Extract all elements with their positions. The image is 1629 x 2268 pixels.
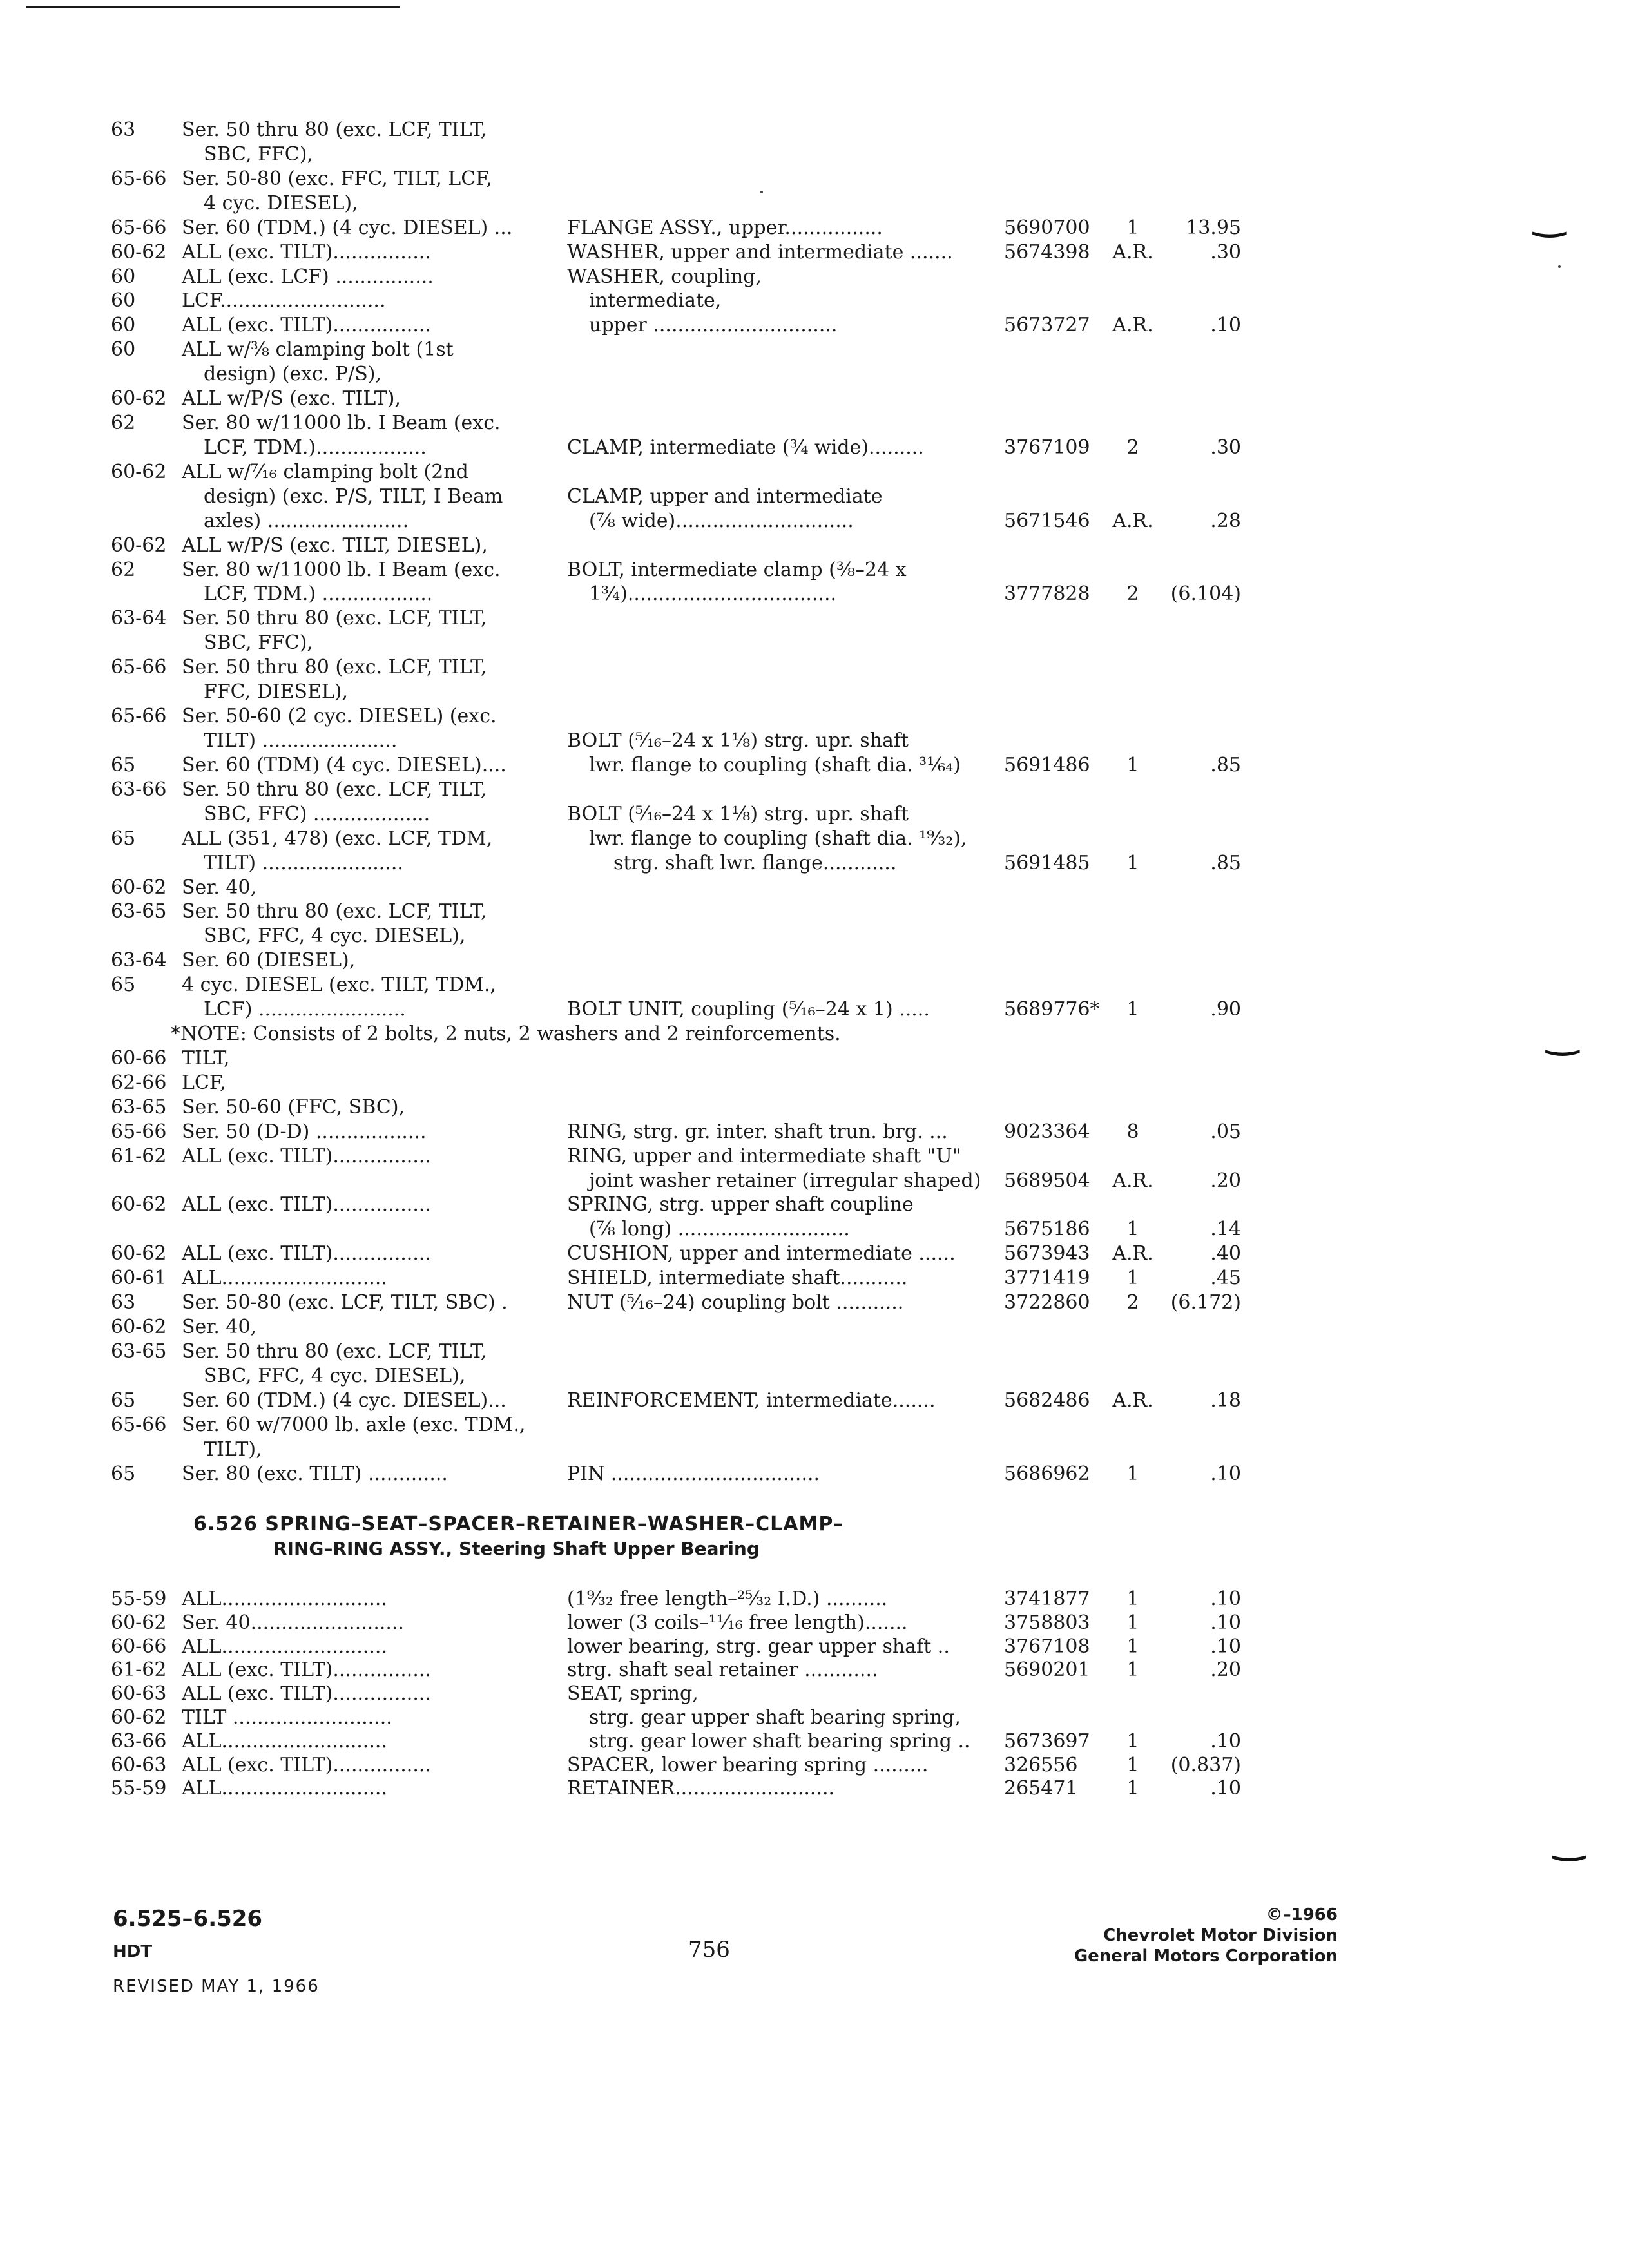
- table-row: [0, 899, 1629, 925]
- table-row: [0, 484, 1629, 510]
- year-cell: 60-62: [111, 387, 167, 410]
- price-cell: 13.95: [1186, 216, 1241, 239]
- application-cell: LCF, TDM.)..................: [204, 436, 427, 459]
- table-row: [0, 1586, 1629, 1612]
- footer-corporation: General Motors Corporation: [1074, 1946, 1338, 1966]
- application-cell: Ser. 50 thru 80 (exc. LCF, TILT,: [182, 778, 487, 801]
- table-row: [0, 1192, 1629, 1218]
- table-row: [0, 997, 1629, 1023]
- part-number-cell: 5690201: [1004, 1658, 1090, 1682]
- page-number: 756: [688, 1937, 730, 1963]
- table-row: [0, 508, 1629, 534]
- year-cell: 63-65: [111, 1340, 167, 1363]
- application-cell: ALL...........................: [182, 1635, 387, 1658]
- application-cell: ALL (exc. TILT)................: [182, 1658, 431, 1682]
- table-row: [0, 1290, 1629, 1316]
- table-row: [0, 850, 1629, 876]
- description-cell: (⅞ wide).............................: [589, 509, 854, 532]
- application-cell: Ser. 80 (exc. TILT) .............: [182, 1462, 448, 1485]
- price-cell: .20: [1210, 1658, 1241, 1682]
- part-number-cell: 5673727: [1004, 314, 1090, 337]
- footer-series: HDT: [113, 1942, 153, 1961]
- part-number-cell: 5674398: [1004, 240, 1090, 264]
- application-cell: SBC, FFC, 4 cyc. DIESEL),: [204, 1364, 466, 1387]
- price-cell: .14: [1210, 1218, 1241, 1241]
- table-row: [0, 337, 1629, 363]
- application-cell: ALL...........................: [182, 1729, 387, 1753]
- section-subheading: RING–RING ASSY., Steering Shaft Upper Bearing: [273, 1538, 760, 1559]
- application-cell: Ser. 60 (TDM.) (4 cyc. DIESEL) ...: [182, 216, 513, 239]
- year-cell: 62: [111, 558, 136, 581]
- quantity-cell: 1: [1126, 1658, 1139, 1682]
- description-cell: PIN ..................................: [567, 1462, 820, 1485]
- application-cell: Ser. 80 w/11000 lb. I Beam (exc.: [182, 412, 501, 435]
- application-cell: ALL w/P/S (exc. TILT, DIESEL),: [182, 533, 488, 557]
- application-cell: Ser. 40.........................: [182, 1611, 404, 1634]
- description-cell: SPRING, strg. upper shaft coupline: [567, 1193, 914, 1216]
- price-cell: .90: [1210, 998, 1241, 1021]
- application-cell: ALL...........................: [182, 1588, 387, 1610]
- year-cell: 65-66: [111, 167, 167, 190]
- table-row: [0, 948, 1629, 974]
- top-rule: [26, 6, 400, 8]
- year-cell: 60: [111, 265, 136, 288]
- table-row: [0, 777, 1629, 803]
- application-cell: TILT) ......................: [204, 729, 398, 752]
- year-cell: 65-66: [111, 705, 167, 728]
- part-number-cell: 5682486: [1004, 1389, 1090, 1412]
- application-cell: design) (exc. P/S, TILT, I Beam: [204, 485, 503, 508]
- year-cell: 63: [111, 119, 136, 141]
- application-cell: Ser. 50 thru 80 (exc. LCF, TILT,: [182, 119, 487, 141]
- table-row: [0, 1241, 1629, 1267]
- application-cell: design) (exc. P/S),: [204, 363, 382, 386]
- quantity-cell: 8: [1126, 1120, 1139, 1143]
- quantity-cell: 1: [1126, 1462, 1139, 1485]
- table-row: [0, 117, 1629, 143]
- table-row: [0, 1119, 1629, 1145]
- application-cell: TILT) .......................: [204, 851, 403, 874]
- year-cell: 60-62: [111, 876, 167, 899]
- description-cell: lower (3 coils–¹¹⁄₁₆ free length).......: [567, 1611, 908, 1634]
- description-cell: strg. shaft seal retainer ............: [567, 1658, 878, 1682]
- part-number-cell: 5691485: [1004, 851, 1090, 874]
- application-cell: ALL...........................: [182, 1267, 387, 1290]
- part-number-cell: 326556: [1004, 1753, 1078, 1776]
- description-cell: strg. shaft lwr. flange............: [613, 851, 897, 874]
- application-cell: Ser. 40,: [182, 876, 257, 899]
- price-cell: (6.104): [1170, 582, 1241, 606]
- price-cell: .10: [1210, 1777, 1241, 1800]
- price-cell: .45: [1210, 1267, 1241, 1290]
- application-cell: Ser. 50-80 (exc. FFC, TILT, LCF,: [182, 167, 492, 190]
- table-row: [0, 240, 1629, 265]
- table-row: [0, 972, 1629, 998]
- year-cell: 60-63: [111, 1682, 167, 1706]
- quantity-cell: 1: [1126, 998, 1139, 1021]
- quantity-cell: 1: [1126, 216, 1139, 239]
- application-cell: Ser. 50 thru 80 (exc. LCF, TILT,: [182, 607, 487, 630]
- part-number-cell: 3767108: [1004, 1635, 1090, 1658]
- table-row: [0, 1610, 1629, 1636]
- part-number-cell: 265471: [1004, 1777, 1078, 1800]
- description-cell: REINFORCEMENT, intermediate.......: [567, 1389, 936, 1412]
- description-cell: WASHER, coupling,: [567, 265, 762, 288]
- year-cell: 65-66: [111, 216, 167, 239]
- application-cell: ALL w/⁷⁄₁₆ clamping bolt (2nd: [182, 460, 468, 483]
- scan-mark: ‿: [1553, 1817, 1585, 1862]
- quantity-cell: 1: [1126, 1753, 1139, 1776]
- scan-mark: ‿: [1547, 1012, 1579, 1057]
- price-cell: .85: [1210, 753, 1241, 776]
- table-row: [0, 1265, 1629, 1291]
- description-cell: BOLT (⁵⁄₁₆–24 x 1⅛) strg. upr. shaft: [567, 802, 909, 825]
- application-cell: ALL...........................: [182, 1777, 387, 1800]
- description-cell: strg. gear lower shaft bearing spring ..: [589, 1729, 970, 1753]
- quantity-cell: A.R.: [1112, 240, 1153, 264]
- table-row: [0, 1046, 1629, 1072]
- year-cell: 63-65: [111, 1095, 167, 1119]
- table-row: [0, 679, 1629, 705]
- table-row: [0, 1437, 1629, 1463]
- part-number-cell: 5691486: [1004, 753, 1090, 776]
- year-cell: 55-59: [111, 1588, 167, 1610]
- table-row: [0, 410, 1629, 436]
- quantity-cell: 1: [1126, 1218, 1139, 1241]
- application-cell: LCF...........................: [182, 289, 386, 312]
- footer-revised: REVISED MAY 1, 1966: [113, 1977, 320, 1996]
- application-cell: ALL (351, 478) (exc. LCF, TDM,: [182, 827, 493, 850]
- part-number-cell: 5690700: [1004, 216, 1090, 239]
- year-cell: 60-61: [111, 1267, 167, 1290]
- year-cell: 61-62: [111, 1658, 167, 1682]
- year-cell: 65-66: [111, 1120, 167, 1143]
- table-row: [0, 753, 1629, 778]
- table-row: [0, 728, 1629, 754]
- application-cell: Ser. 60 (TDM) (4 cyc. DIESEL)....: [182, 753, 506, 776]
- description-cell: FLANGE ASSY., upper................: [567, 216, 883, 239]
- application-cell: SBC, FFC, 4 cyc. DIESEL),: [204, 925, 466, 948]
- year-cell: 60-62: [111, 533, 167, 557]
- year-cell: 63-64: [111, 949, 167, 972]
- year-cell: 61-62: [111, 1144, 167, 1168]
- description-cell: CLAMP, intermediate (¾ wide).........: [567, 436, 924, 459]
- table-row: [0, 1144, 1629, 1169]
- part-number-cell: 3771419: [1004, 1267, 1090, 1290]
- table-row: [0, 875, 1629, 901]
- price-cell: .30: [1210, 436, 1241, 459]
- table-row: [0, 1339, 1629, 1365]
- quantity-cell: 2: [1126, 1291, 1139, 1314]
- year-cell: 65-66: [111, 1413, 167, 1436]
- description-cell: 1¾)..................................: [589, 582, 837, 606]
- description-cell: BOLT UNIT, coupling (⁵⁄₁₆–24 x 1) .....: [567, 998, 930, 1021]
- note-text: *NOTE: Consists of 2 bolts, 2 nuts, 2 washers and 2 reinforcements.: [171, 1023, 841, 1046]
- description-cell: joint washer retainer (irregular shaped): [589, 1169, 981, 1192]
- table-row: [0, 533, 1629, 559]
- price-cell: .10: [1210, 314, 1241, 337]
- part-number-cell: 5675186: [1004, 1218, 1090, 1241]
- year-cell: 63-66: [111, 778, 167, 801]
- description-cell: WASHER, upper and intermediate .......: [567, 240, 953, 264]
- application-cell: ALL (exc. TILT)................: [182, 240, 431, 264]
- part-number-cell: 3758803: [1004, 1611, 1090, 1634]
- description-cell: strg. gear upper shaft bearing spring,: [589, 1706, 961, 1729]
- year-cell: 65: [111, 753, 136, 776]
- table-row: [0, 1729, 1629, 1754]
- application-cell: Ser. 40,: [182, 1316, 257, 1339]
- section-heading: 6.526 SPRING–SEAT–SPACER–RETAINER–WASHER–CLAMP–: [193, 1513, 844, 1535]
- year-cell: 55-59: [111, 1777, 167, 1800]
- table-row: [0, 1412, 1629, 1438]
- quantity-cell: 1: [1126, 851, 1139, 874]
- year-cell: 63-64: [111, 607, 167, 630]
- description-cell: NUT (⁵⁄₁₆–24) coupling bolt ...........: [567, 1291, 904, 1314]
- quantity-cell: A.R.: [1112, 1242, 1153, 1265]
- quantity-cell: A.R.: [1112, 1389, 1153, 1412]
- table-row: [0, 312, 1629, 338]
- year-cell: 60: [111, 314, 136, 337]
- application-cell: TILT ..........................: [182, 1706, 392, 1729]
- application-cell: Ser. 60 (DIESEL),: [182, 949, 356, 972]
- part-number-cell: 5671546: [1004, 509, 1090, 532]
- application-cell: ALL (exc. TILT)................: [182, 314, 431, 337]
- description-cell: RETAINER..........................: [567, 1777, 835, 1800]
- table-row: [0, 557, 1629, 583]
- table-row: [0, 802, 1629, 827]
- table-row: [0, 1705, 1629, 1731]
- part-number-cell: 5673697: [1004, 1729, 1090, 1753]
- table-row: [0, 704, 1629, 729]
- table-row: [0, 1388, 1629, 1414]
- quantity-cell: A.R.: [1112, 509, 1153, 532]
- table-row: [0, 435, 1629, 461]
- description-cell: SHIELD, intermediate shaft...........: [567, 1267, 908, 1290]
- price-cell: .10: [1210, 1611, 1241, 1634]
- application-cell: ALL (exc. TILT)................: [182, 1144, 431, 1168]
- year-cell: 60-62: [111, 1316, 167, 1339]
- price-cell: .30: [1210, 240, 1241, 264]
- application-cell: TILT),: [204, 1437, 262, 1461]
- description-cell: lwr. flange to coupling (shaft dia. ³¹⁄₆₄): [589, 753, 961, 776]
- quantity-cell: 1: [1126, 1777, 1139, 1800]
- part-number-cell: 5673943: [1004, 1242, 1090, 1265]
- year-cell: 60-66: [111, 1046, 167, 1070]
- application-cell: LCF) ........................: [204, 998, 406, 1021]
- quantity-cell: 1: [1126, 1729, 1139, 1753]
- table-row: [0, 288, 1629, 314]
- year-cell: 63: [111, 1291, 136, 1314]
- table-row: [0, 655, 1629, 680]
- year-cell: 60-62: [111, 240, 167, 264]
- note-row: [0, 1021, 1629, 1047]
- application-cell: Ser. 50 (D-D) ..................: [182, 1120, 427, 1143]
- table-row: [0, 826, 1629, 852]
- price-cell: .28: [1210, 509, 1241, 532]
- part-number-cell: 9023364: [1004, 1120, 1090, 1143]
- part-number-cell: 5686962: [1004, 1462, 1090, 1485]
- description-cell: RING, upper and intermediate shaft "U": [567, 1144, 961, 1168]
- application-cell: Ser. 50-60 (FFC, SBC),: [182, 1095, 405, 1119]
- part-number-cell: 3722860: [1004, 1291, 1090, 1314]
- application-cell: ALL (exc. TILT)................: [182, 1242, 431, 1265]
- application-cell: Ser. 50-80 (exc. LCF, TILT, SBC) .: [182, 1291, 508, 1314]
- application-cell: TILT,: [182, 1046, 230, 1070]
- price-cell: .05: [1210, 1120, 1241, 1143]
- application-cell: LCF, TDM.) ..................: [204, 582, 433, 606]
- table-row: [0, 459, 1629, 485]
- table-row: [0, 1095, 1629, 1120]
- price-cell: (6.172): [1170, 1291, 1241, 1314]
- description-cell: SPACER, lower bearing spring .........: [567, 1753, 929, 1776]
- application-cell: SBC, FFC) ...................: [204, 802, 430, 825]
- price-cell: (0.837): [1170, 1753, 1241, 1776]
- application-cell: Ser. 50 thru 80 (exc. LCF, TILT,: [182, 1340, 487, 1363]
- table-row: [0, 1168, 1629, 1194]
- price-cell: .10: [1210, 1588, 1241, 1610]
- application-cell: Ser. 80 w/11000 lb. I Beam (exc.: [182, 558, 501, 581]
- year-cell: 60-66: [111, 1635, 167, 1658]
- year-cell: 60: [111, 289, 136, 312]
- table-row: [0, 923, 1629, 949]
- application-cell: axles) .......................: [204, 509, 409, 532]
- description-cell: intermediate,: [589, 289, 722, 312]
- quantity-cell: 1: [1126, 1267, 1139, 1290]
- application-cell: FFC, DIESEL),: [204, 680, 349, 704]
- application-cell: ALL (exc. TILT)................: [182, 1193, 431, 1216]
- table-row: [0, 581, 1629, 607]
- application-cell: 4 cyc. DIESEL (exc. TILT, TDM.,: [182, 974, 497, 997]
- footer-division: Chevrolet Motor Division: [1103, 1926, 1338, 1945]
- part-number-cell: 5689504: [1004, 1169, 1090, 1192]
- table-row: [0, 630, 1629, 656]
- year-cell: 62-66: [111, 1071, 167, 1094]
- quantity-cell: 1: [1126, 753, 1139, 776]
- application-cell: LCF,: [182, 1071, 226, 1094]
- price-cell: .85: [1210, 851, 1241, 874]
- year-cell: 60-62: [111, 1193, 167, 1216]
- quantity-cell: A.R.: [1112, 1169, 1153, 1192]
- description-cell: SEAT, spring,: [567, 1682, 699, 1706]
- table-row: [0, 1314, 1629, 1340]
- price-cell: .20: [1210, 1169, 1241, 1192]
- table-row: [0, 1753, 1629, 1778]
- quantity-cell: A.R.: [1112, 314, 1153, 337]
- application-cell: SBC, FFC),: [204, 631, 313, 655]
- table-row: [0, 1363, 1629, 1389]
- part-number-cell: 3741877: [1004, 1588, 1090, 1610]
- description-cell: lwr. flange to coupling (shaft dia. ¹⁹⁄₃₂),: [589, 827, 967, 850]
- year-cell: 63-65: [111, 900, 167, 923]
- table-row: [0, 1657, 1629, 1683]
- year-cell: 65: [111, 827, 136, 850]
- application-cell: ALL (exc. LCF) ................: [182, 265, 434, 288]
- application-cell: Ser. 50 thru 80 (exc. LCF, TILT,: [182, 656, 487, 679]
- description-cell: (⅞ long) ............................: [589, 1218, 850, 1241]
- table-row: [0, 166, 1629, 192]
- application-cell: 4 cyc. DIESEL),: [204, 191, 358, 215]
- quantity-cell: 2: [1126, 582, 1139, 606]
- price-cell: .10: [1210, 1635, 1241, 1658]
- description-cell: BOLT (⁵⁄₁₆–24 x 1⅛) strg. upr. shaft: [567, 729, 909, 752]
- price-cell: .40: [1210, 1242, 1241, 1265]
- quantity-cell: 1: [1126, 1588, 1139, 1610]
- application-cell: Ser. 50-60 (2 cyc. DIESEL) (exc.: [182, 705, 497, 728]
- year-cell: 65: [111, 974, 136, 997]
- quantity-cell: 1: [1126, 1635, 1139, 1658]
- quantity-cell: 1: [1126, 1611, 1139, 1634]
- application-cell: Ser. 60 w/7000 lb. axle (exc. TDM.,: [182, 1413, 526, 1436]
- table-row: [0, 1461, 1629, 1487]
- table-row: [0, 215, 1629, 241]
- description-cell: (1⁹⁄₃₂ free length–²⁵⁄₃₂ I.D.) ..........: [567, 1588, 888, 1610]
- table-row: [0, 1634, 1629, 1660]
- table-row: [0, 606, 1629, 631]
- year-cell: 60: [111, 338, 136, 361]
- description-cell: BOLT, intermediate clamp (⅜–24 x: [567, 558, 907, 581]
- scan-mark: ‿: [1534, 193, 1566, 238]
- year-cell: 63-66: [111, 1729, 167, 1753]
- year-cell: 65: [111, 1462, 136, 1485]
- year-cell: 65-66: [111, 656, 167, 679]
- table-row: [0, 1681, 1629, 1707]
- year-cell: 62: [111, 412, 136, 435]
- application-cell: ALL w/⅜ clamping bolt (1st: [182, 338, 454, 361]
- table-row: [0, 1070, 1629, 1096]
- application-cell: Ser. 50 thru 80 (exc. LCF, TILT,: [182, 900, 487, 923]
- part-number-cell: 5689776*: [1004, 998, 1100, 1021]
- description-cell: RING, strg. gr. inter. shaft trun. brg. ...: [567, 1120, 948, 1143]
- application-cell: ALL w/P/S (exc. TILT),: [182, 387, 401, 410]
- part-number-cell: 3777828: [1004, 582, 1090, 606]
- table-row: [0, 1216, 1629, 1242]
- year-cell: 60-62: [111, 1611, 167, 1634]
- application-cell: Ser. 60 (TDM.) (4 cyc. DIESEL)...: [182, 1389, 506, 1412]
- year-cell: 60-62: [111, 1706, 167, 1729]
- description-cell: CUSHION, upper and intermediate ......: [567, 1242, 956, 1265]
- table-row: [0, 264, 1629, 290]
- price-cell: .18: [1210, 1389, 1241, 1412]
- year-cell: 60-63: [111, 1753, 167, 1776]
- part-number-cell: 3767109: [1004, 436, 1090, 459]
- table-row: [0, 191, 1629, 216]
- price-cell: .10: [1210, 1729, 1241, 1753]
- application-cell: SBC, FFC),: [204, 142, 313, 166]
- year-cell: 65: [111, 1389, 136, 1412]
- table-row: [0, 1776, 1629, 1802]
- description-cell: upper ..............................: [589, 314, 838, 337]
- application-cell: ALL (exc. TILT)................: [182, 1682, 431, 1706]
- table-row: [0, 142, 1629, 168]
- footer-section-ref: 6.525–6.526: [113, 1906, 263, 1932]
- year-cell: 60-62: [111, 460, 167, 483]
- description-cell: lower bearing, strg. gear upper shaft ..: [567, 1635, 950, 1658]
- table-row: [0, 361, 1629, 387]
- year-cell: 60-62: [111, 1242, 167, 1265]
- description-cell: CLAMP, upper and intermediate: [567, 485, 883, 508]
- application-cell: ALL (exc. TILT)................: [182, 1753, 431, 1776]
- quantity-cell: 2: [1126, 436, 1139, 459]
- footer-copyright: ©–1966: [1266, 1905, 1338, 1925]
- price-cell: .10: [1210, 1462, 1241, 1485]
- table-row: [0, 386, 1629, 412]
